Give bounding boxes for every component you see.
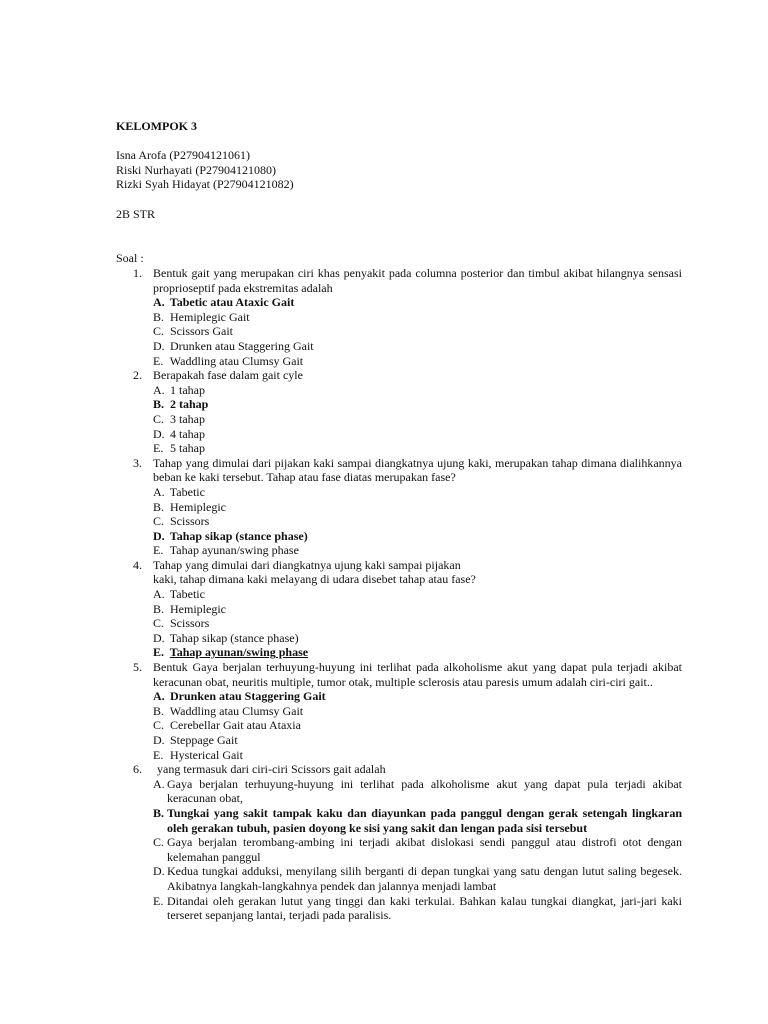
- question-number: 6.: [133, 762, 142, 777]
- option-d: D. Kedua tungkai adduksi, menyilang silih berganti di depan tungkai yang satu dengan lutut saling begesek. Akibatnya langkah-langkahnya pendek dan jalannya menjadi lambat: [153, 864, 682, 893]
- question-text: Berapakah fase dalam gait cyle: [153, 368, 303, 383]
- question-number: 2.: [133, 368, 142, 383]
- question-number: 1.: [133, 266, 142, 280]
- option-e: E. Ditandai oleh gerakan lutut yang tinggi dan kaki terkulai. Bahkan kalau tungkai diangkat, jari-jari kaki terseret sepanjang lantai, terjadi pada paralisis.: [153, 893, 682, 923]
- option-a: A. Drunken atau Staggering Gait: [153, 689, 326, 704]
- group-title: KELOMPOK 3: [116, 119, 197, 133]
- option-d: D. Drunken atau Staggering Gait: [153, 338, 314, 353]
- question-5: [116, 660, 682, 762]
- option-b: B. Hemiplegic: [153, 499, 226, 514]
- option-c: C. 3 tahap: [153, 411, 205, 426]
- option-c: C. Cerebellar Gait atau Ataxia: [153, 718, 301, 733]
- question-text: Tahap yang dimulai dari pijakan kaki sampai diangkatnya ujung kaki, merupakan tahap dimana dialihkannya beban ke kaki tersebut. Tahap atau fase diatas merupakan fase?: [153, 455, 682, 485]
- option-c: C. Scissors: [153, 616, 210, 631]
- option-d: D. Tahap sikap (stance phase): [153, 528, 308, 543]
- question-2: [116, 368, 682, 456]
- member-name: Riski Nurhayati (P27904121080): [116, 162, 276, 177]
- class-label: 2B STR: [116, 207, 156, 221]
- question-number: 5.: [133, 660, 142, 675]
- question-1: [116, 266, 682, 368]
- option-b: B. Hemiplegic Gait: [153, 309, 250, 324]
- member-name: Isna Arofa (P27904121061): [116, 148, 250, 162]
- option-a: A. Tabetic atau Ataxic Gait: [153, 295, 295, 310]
- question-text-line-2: kaki, tahap dimana kaki melayang di udara disebet tahap atau fase?: [153, 572, 476, 587]
- question-list: [116, 266, 682, 923]
- question-text: Bentuk gait yang merupakan ciri khas penyakit pada columna posterior dan timbul akibat hilangnya sensasi proprioseptif pada ekstremitas adalah: [153, 266, 682, 295]
- question-3: [116, 456, 682, 558]
- question-4: [116, 558, 682, 660]
- option-d: D. Tahap sikap (stance phase): [153, 630, 299, 645]
- option-e: E. Tahap ayunan/swing phase: [153, 543, 299, 558]
- option-a: A. 1 tahap: [153, 382, 205, 397]
- option-a: A. Gaya berjalan terhuyung-huyung ini terlihat pada alkoholisme akut yang dapat pula terjadi akibat keracunan obat,: [153, 776, 682, 806]
- option-b: B. Hemiplegic: [153, 601, 226, 616]
- option-b: B. Waddling atau Clumsy Gait: [153, 703, 304, 718]
- option-c: C. Scissors Gait: [153, 324, 233, 339]
- option-b: B. 2 tahap: [153, 397, 209, 412]
- option-c: C. Scissors: [153, 514, 210, 529]
- option-e: E. Tahap ayunan/swing phase: [153, 645, 309, 660]
- option-e: E. Hysterical Gait: [153, 747, 243, 762]
- question-number: 3.: [133, 455, 142, 470]
- option-a: A. Tabetic: [153, 587, 205, 602]
- soal-label: Soal :: [116, 251, 144, 265]
- option-e: E. Waddling atau Clumsy Gait: [153, 353, 304, 368]
- question-text-line-1: Tahap yang dimulai dari diangkatnya ujung kaki sampai pijakan: [153, 557, 461, 572]
- question-6: [116, 762, 682, 923]
- option-d: D. Steppage Gait: [153, 733, 238, 747]
- option-e: E. 5 tahap: [153, 441, 205, 456]
- option-b: B. Tungkai yang sakit tampak kaku dan diayunkan pada panggul dengan gerak setengah lingkaran oleh gerakan tubuh, pasien doyong ke sisi yang sakit dan lengan pada sisi tersebut: [153, 805, 682, 835]
- member-name: Rizki Syah Hidayat (P27904121082): [116, 177, 294, 192]
- member-list: [116, 148, 294, 192]
- option-a: A. Tabetic: [153, 484, 205, 499]
- question-text: yang termasuk dari ciri-ciri Scissors gait adalah: [157, 762, 386, 777]
- option-c: C. Gaya berjalan terombang-ambing ini terjadi akibat dislokasi sendi panggul atau distrofi otot dengan kelemahan panggul: [153, 835, 682, 864]
- question-number: 4.: [133, 557, 142, 572]
- option-d: D. 4 tahap: [153, 426, 205, 441]
- question-text: Bentuk Gaya berjalan terhuyung-huyung ini terlihat pada alkoholisme akut yang dapat pula terjadi akibat keracunan obat, neuritis multiple, tumor otak, multiple sclerosis atau paresis umum adalah ciri-ciri gait..: [153, 660, 682, 689]
